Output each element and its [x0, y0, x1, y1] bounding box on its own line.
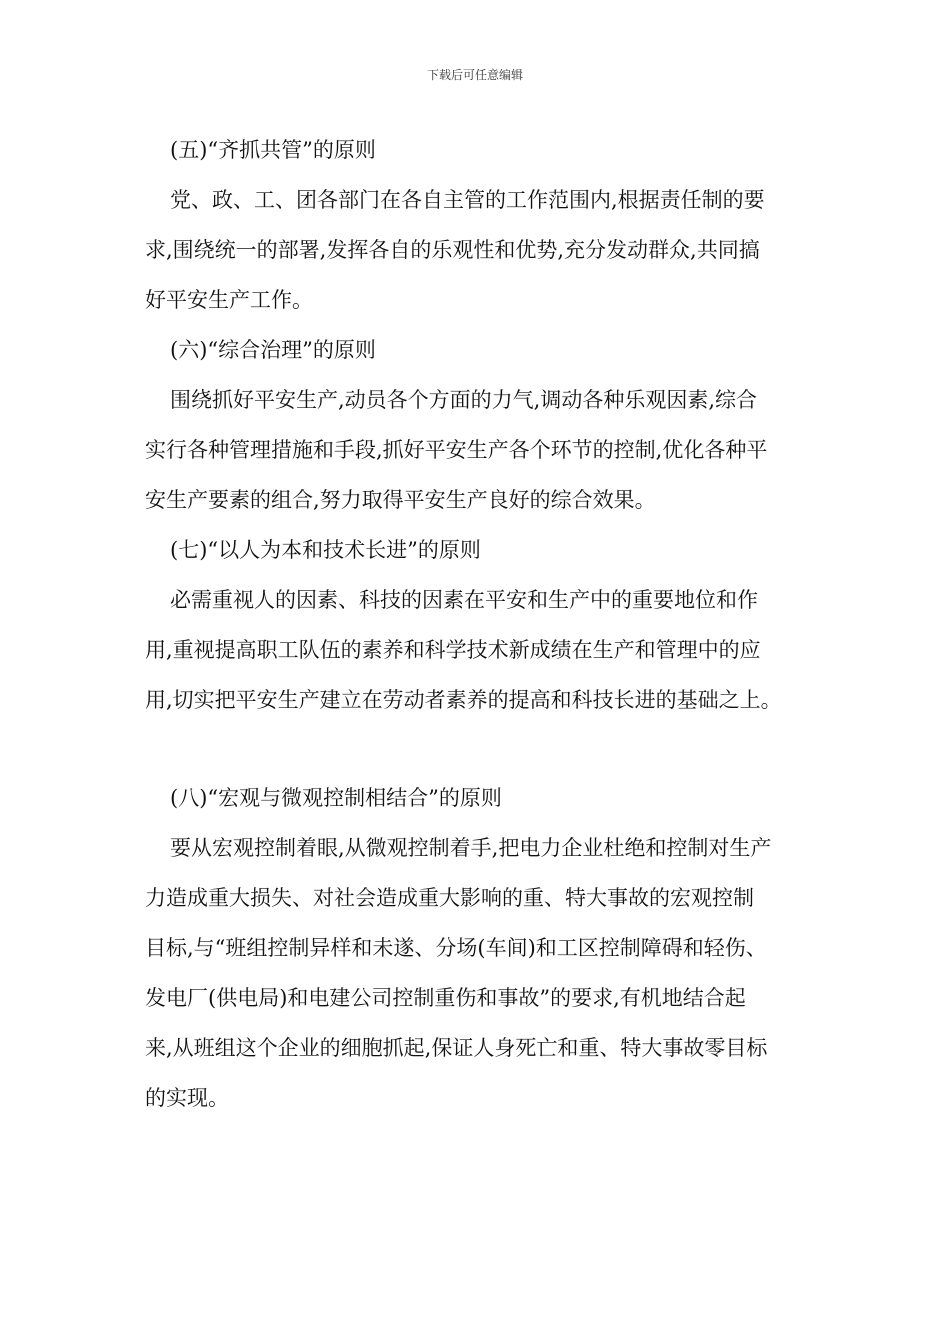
paragraph-line: 用,重视提高职工队伍的素养和科学技术新成绩在生产和管理中的应	[145, 638, 761, 662]
paragraph-line: 好平安生产工作。	[145, 288, 313, 312]
section-heading-6: (六)“综合治理”的原则	[170, 338, 376, 362]
paragraph-line: 必需重视人的因素、科技的因素在平安和生产中的重要地位和作	[170, 588, 758, 612]
paragraph-line: 安生产要素的组合,努力取得平安生产良好的综合效果。	[145, 488, 656, 512]
paragraph-line: 围绕抓好平安生产,动员各个方面的力气,调动各种乐观因素,综合	[170, 388, 758, 412]
paragraph-line: 的实现。	[145, 1086, 229, 1110]
section-heading-8: (八)“宏观与微观控制相结合”的原则	[170, 786, 502, 810]
paragraph-line: 目标,与“班组控制异样和未遂、分场(车间)和工区控制障碍和轻伤、	[145, 936, 767, 960]
section-heading-5: (五)“齐抓共管”的原则	[170, 138, 376, 162]
paragraph-line: 要从宏观控制着眼,从微观控制着手,把电力企业杜绝和控制对生产	[170, 836, 772, 860]
paragraph-line: 党、政、工、团各部门在各自主管的工作范围内,根据责任制的要	[170, 188, 765, 212]
paragraph-line: 来,从班组这个企业的细胞抓起,保证人身死亡和重、特大事故零目标	[145, 1036, 768, 1060]
paragraph-line: 力造成重大损失、对社会造成重大影响的重、特大事故的宏观控制	[145, 886, 754, 910]
page-header: 下载后可任意编辑	[426, 68, 523, 82]
section-heading-7: (七)“以人为本和技术长进”的原则	[170, 538, 481, 562]
paragraph-line: 用,切实把平安生产建立在劳动者素养的提高和科技长进的基础之上。	[145, 688, 782, 712]
paragraph-line: 实行各种管理措施和手段,抓好平安生产各个环节的控制,优化各种平	[145, 438, 768, 462]
paragraph-line: 求,围绕统一的部署,发挥各自的乐观性和优势,充分发动群众,共同搞	[145, 238, 760, 262]
paragraph-line: 发电厂(供电局)和电建公司控制重伤和事故”的要求,有机地结合起	[145, 986, 746, 1010]
